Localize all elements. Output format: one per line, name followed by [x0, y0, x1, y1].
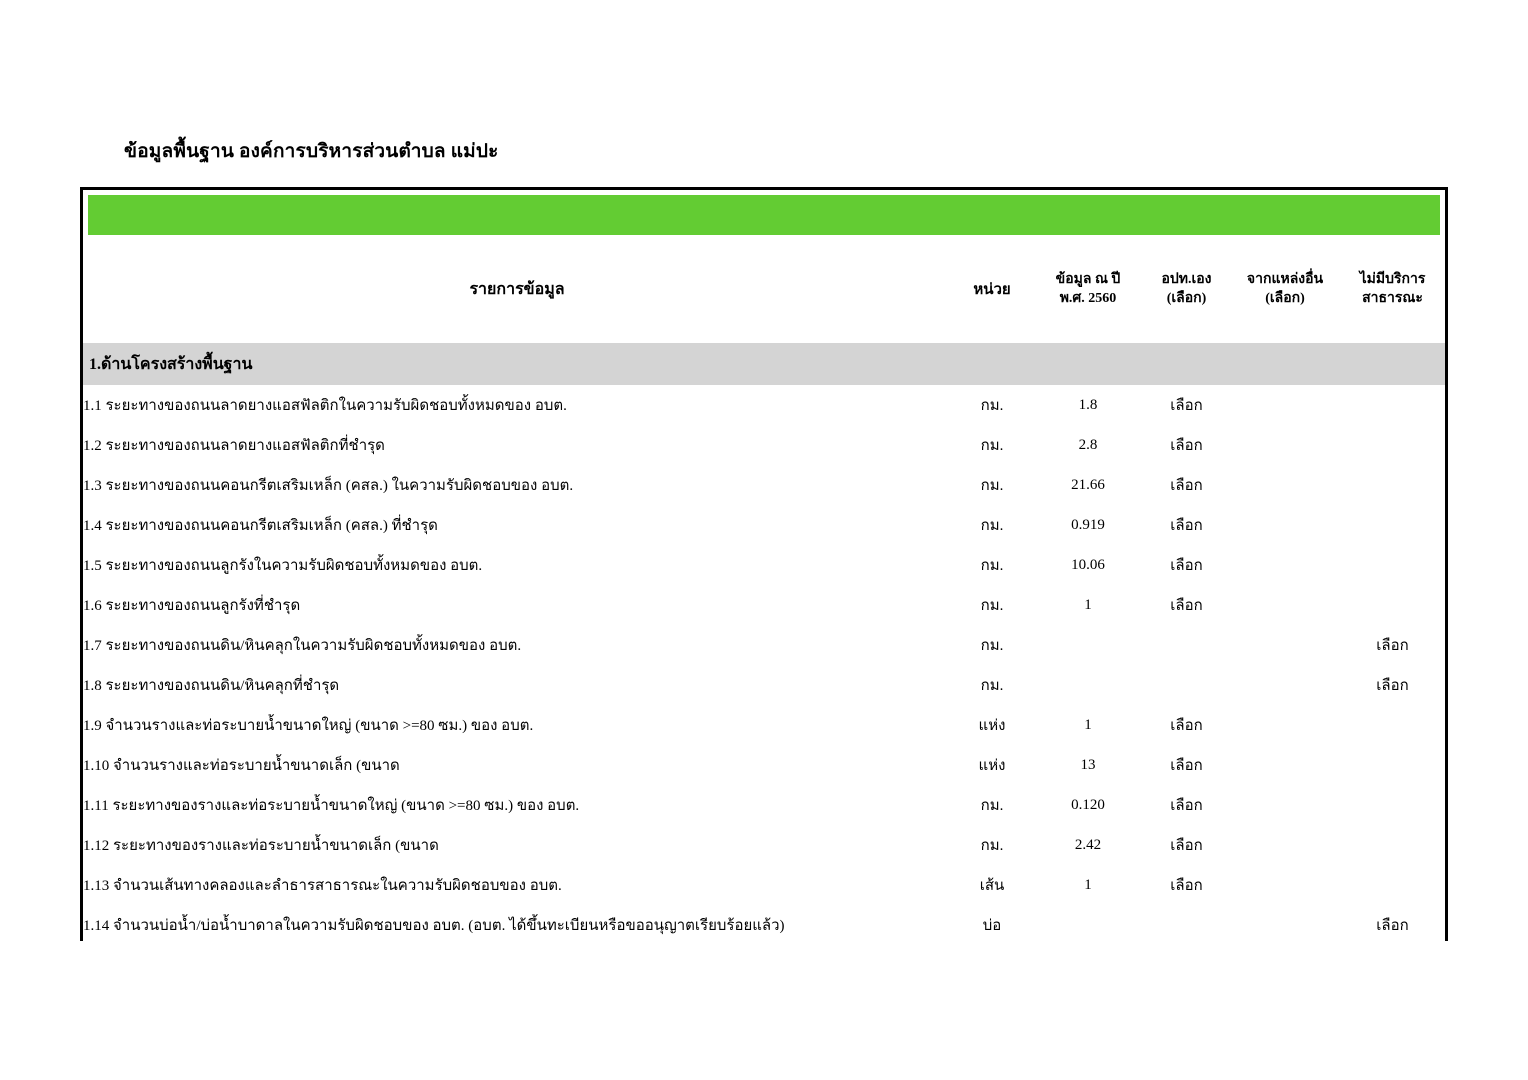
- row-source-other-choice: [1230, 425, 1340, 465]
- row-no-service-choice: [1340, 785, 1445, 825]
- row-source-self-choice[interactable]: เลือก: [1143, 865, 1230, 905]
- row-no-service-choice: [1340, 505, 1445, 545]
- row-value: 1: [1033, 585, 1143, 625]
- row-unit: กม.: [951, 785, 1033, 825]
- table-row: [83, 425, 1445, 465]
- section-header-spacer-cell: [1340, 343, 1445, 385]
- table-row: [83, 905, 1445, 945]
- row-no-service-choice[interactable]: เลือก: [1340, 625, 1445, 665]
- column-header-no-service: [1340, 237, 1445, 343]
- table-row: [83, 865, 1445, 905]
- table-row: [83, 585, 1445, 625]
- row-item-label: 1.14 จำนวนบ่อน้ำ/บ่อน้ำบาดาลในความรับผิดชอบของ อบต. (อบต. ได้ขึ้นทะเบียนหรือขออนุญาตเรียบร้อยแล้ว): [83, 905, 951, 945]
- row-source-other-choice: [1230, 625, 1340, 665]
- row-no-service-choice: [1340, 825, 1445, 865]
- table-row: [83, 625, 1445, 665]
- table-row: [83, 665, 1445, 705]
- row-source-self-choice[interactable]: เลือก: [1143, 705, 1230, 745]
- row-source-other-choice: [1230, 545, 1340, 585]
- row-value: 13: [1033, 745, 1143, 785]
- page-title: ข้อมูลพื้นฐาน องค์การบริหารส่วนตำบล แม่ปะ: [124, 141, 499, 162]
- column-header-unit: หน่วย: [951, 237, 1033, 343]
- row-source-other-choice: [1230, 745, 1340, 785]
- row-unit: กม.: [951, 425, 1033, 465]
- column-header-source-other: [1230, 237, 1340, 343]
- column-header-value-line1: ข้อมูล ณ ปี: [1055, 272, 1121, 288]
- row-value: 21.66: [1033, 465, 1143, 505]
- table-row: [83, 545, 1445, 585]
- row-no-service-choice[interactable]: เลือก: [1340, 665, 1445, 705]
- table-row: [83, 705, 1445, 745]
- row-no-service-choice: [1340, 705, 1445, 745]
- row-item-label: 1.5 ระยะทางของถนนลูกรังในความรับผิดชอบทั้งหมดของ อบต.: [83, 545, 951, 585]
- row-source-other-choice: [1230, 825, 1340, 865]
- column-header-source-self-label: อปท.เอง: [1161, 272, 1212, 288]
- section-header-label: 1.ด้านโครงสร้างพื้นฐาน: [83, 343, 951, 385]
- row-source-self-choice: [1143, 665, 1230, 705]
- table-row: [83, 745, 1445, 785]
- row-item-label: 1.6 ระยะทางของถนนลูกรังที่ชำรุด: [83, 585, 951, 625]
- row-item-label: 1.11 ระยะทางของรางและท่อระบายน้ำขนาดใหญ่ (ขนาด >=80 ซม.) ของ อบต.: [83, 785, 951, 825]
- row-item-label: 1.10 จำนวนรางและท่อระบายน้ำขนาดเล็ก (ขนาด: [83, 745, 951, 785]
- row-source-self-choice[interactable]: เลือก: [1143, 745, 1230, 785]
- row-unit: กม.: [951, 545, 1033, 585]
- row-item-label: 1.13 จำนวนเส้นทางคลองและลำธารสาธารณะในความรับผิดชอบของ อบต.: [83, 865, 951, 905]
- row-source-other-choice: [1230, 385, 1340, 425]
- table-body: [83, 343, 1445, 945]
- row-item-label: 1.4 ระยะทางของถนนคอนกรีตเสริมเหล็ก (คสล.) ที่ชำรุด: [83, 505, 951, 545]
- data-table-frame: [80, 187, 1448, 941]
- row-value: [1033, 905, 1143, 945]
- column-header-source-self-hint: (เลือก): [1166, 291, 1207, 306]
- row-unit: บ่อ: [951, 905, 1033, 945]
- row-item-label: 1.9 จำนวนรางและท่อระบายน้ำขนาดใหญ่ (ขนาด >=80 ซม.) ของ อบต.: [83, 705, 951, 745]
- section-header-row: [83, 343, 1445, 385]
- row-value: [1033, 625, 1143, 665]
- row-item-label: 1.7 ระยะทางของถนนดิน/หินคลุกในความรับผิดชอบทั้งหมดของ อบต.: [83, 625, 951, 665]
- section-header-spacer-cell: [1230, 343, 1340, 385]
- table-row: [83, 465, 1445, 505]
- row-unit: กม.: [951, 465, 1033, 505]
- row-item-label: 1.3 ระยะทางของถนนคอนกรีตเสริมเหล็ก (คสล.) ในความรับผิดชอบของ อบต.: [83, 465, 951, 505]
- row-no-service-choice: [1340, 585, 1445, 625]
- row-source-self-choice[interactable]: เลือก: [1143, 825, 1230, 865]
- column-header-source-other-hint: (เลือก): [1265, 291, 1305, 306]
- row-item-label: 1.2 ระยะทางของถนนลาดยางแอสฟัลติกที่ชำรุด: [83, 425, 951, 465]
- row-source-other-choice: [1230, 705, 1340, 745]
- row-no-service-choice: [1340, 385, 1445, 425]
- row-source-self-choice[interactable]: เลือก: [1143, 505, 1230, 545]
- row-source-self-choice[interactable]: เลือก: [1143, 425, 1230, 465]
- row-value: 0.120: [1033, 785, 1143, 825]
- row-no-service-choice: [1340, 465, 1445, 505]
- row-source-other-choice: [1230, 665, 1340, 705]
- row-no-service-choice: [1340, 865, 1445, 905]
- row-no-service-choice: [1340, 745, 1445, 785]
- row-item-label: 1.12 ระยะทางของรางและท่อระบายน้ำขนาดเล็ก (ขนาด: [83, 825, 951, 865]
- table-row: [83, 505, 1445, 545]
- row-source-self-choice[interactable]: เลือก: [1143, 585, 1230, 625]
- row-item-label: 1.1 ระยะทางของถนนลาดยางแอสฟัลติกในความรับผิดชอบทั้งหมดของ อบต.: [83, 385, 951, 425]
- table-row: [83, 785, 1445, 825]
- row-source-self-choice[interactable]: เลือก: [1143, 385, 1230, 425]
- row-item-label: 1.8 ระยะทางของถนนดิน/หินคลุกที่ชำรุด: [83, 665, 951, 705]
- row-source-self-choice[interactable]: เลือก: [1143, 545, 1230, 585]
- row-value: 2.8: [1033, 425, 1143, 465]
- column-header-source-other-label: จากแหล่งอื่น: [1246, 272, 1324, 288]
- row-unit: กม.: [951, 505, 1033, 545]
- row-value: [1033, 665, 1143, 705]
- row-unit: กม.: [951, 385, 1033, 425]
- row-unit: กม.: [951, 585, 1033, 625]
- table-banner: [88, 195, 1440, 235]
- row-source-other-choice: [1230, 585, 1340, 625]
- row-no-service-choice: [1340, 425, 1445, 465]
- row-no-service-choice[interactable]: เลือก: [1340, 905, 1445, 945]
- table-row: [83, 825, 1445, 865]
- column-header-no-service-line2: สาธารณะ: [1362, 291, 1423, 306]
- row-unit: เส้น: [951, 865, 1033, 905]
- column-header-value-line2: พ.ศ. 2560: [1059, 291, 1117, 306]
- row-unit: แห่ง: [951, 745, 1033, 785]
- row-unit: กม.: [951, 625, 1033, 665]
- column-header-item: รายการข้อมูล: [83, 237, 951, 343]
- row-source-self-choice[interactable]: เลือก: [1143, 465, 1230, 505]
- section-header-spacer-cell: [1033, 343, 1143, 385]
- section-header-spacer-cell: [951, 343, 1033, 385]
- row-no-service-choice: [1340, 545, 1445, 585]
- row-source-other-choice: [1230, 905, 1340, 945]
- section-header-spacer-cell: [1143, 343, 1230, 385]
- column-header-no-service-line1: ไม่มีบริการ: [1359, 272, 1426, 288]
- column-header-value: [1033, 237, 1143, 343]
- row-value: 10.06: [1033, 545, 1143, 585]
- row-source-self-choice: [1143, 905, 1230, 945]
- row-source-self-choice: [1143, 625, 1230, 665]
- row-source-other-choice: [1230, 505, 1340, 545]
- table-row: [83, 385, 1445, 425]
- row-source-other-choice: [1230, 865, 1340, 905]
- row-value: 2.42: [1033, 825, 1143, 865]
- row-unit: กม.: [951, 665, 1033, 705]
- table-header-row: [83, 237, 1445, 343]
- column-header-source-self: [1143, 237, 1230, 343]
- row-value: 1: [1033, 705, 1143, 745]
- row-value: 1: [1033, 865, 1143, 905]
- row-source-other-choice: [1230, 785, 1340, 825]
- row-value: 1.8: [1033, 385, 1143, 425]
- row-source-self-choice[interactable]: เลือก: [1143, 785, 1230, 825]
- row-source-other-choice: [1230, 465, 1340, 505]
- row-value: 0.919: [1033, 505, 1143, 545]
- row-unit: แห่ง: [951, 705, 1033, 745]
- row-unit: กม.: [951, 825, 1033, 865]
- basic-info-table: [83, 237, 1445, 945]
